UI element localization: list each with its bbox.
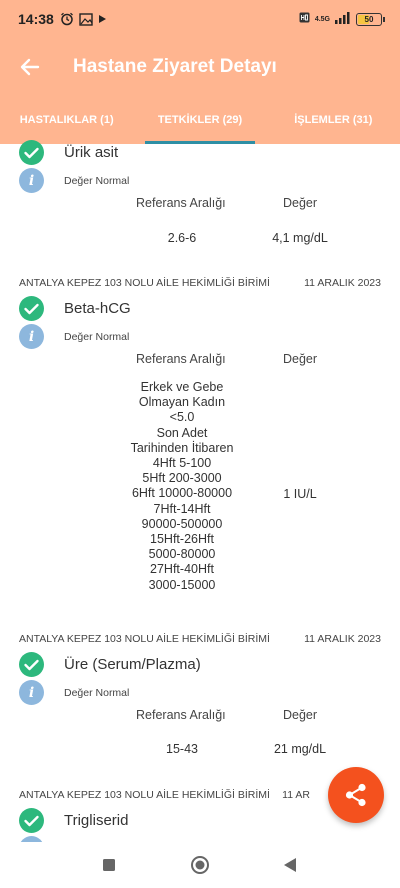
status-bar: [0, 0, 400, 38]
status-right: [299, 12, 382, 27]
status-time: 14:38: [18, 11, 54, 27]
visit-date: 11 AR: [282, 789, 310, 801]
home-button[interactable]: [187, 852, 213, 878]
check-circle-icon: [19, 808, 44, 833]
range-line: 4Hft 5-100: [152, 456, 212, 471]
range-line: 5Hft 200-3000: [142, 471, 222, 486]
system-nav-bar: [0, 842, 400, 888]
range-line: Olmayan Kadın: [138, 395, 226, 410]
triangle-back-icon: [283, 857, 297, 873]
test-name: Ürik asit: [64, 144, 119, 161]
range-header: Referans Aralığı: [136, 196, 226, 210]
test-header: [19, 652, 201, 677]
range-header: Referans Aralığı: [136, 708, 226, 722]
battery-level: 50: [364, 14, 374, 24]
test-status: Değer Normal: [64, 686, 130, 699]
tab-bar: [0, 100, 400, 144]
page-title: Hastane Ziyaret Detayı: [73, 56, 277, 77]
alarm-icon: [60, 12, 74, 26]
tab-islemler[interactable]: İŞLEMLER (31): [294, 114, 373, 126]
range-line: <5.0: [169, 410, 195, 425]
gallery-icon: [79, 13, 93, 26]
range-line: Son Adet: [156, 425, 208, 440]
range-line: 6Hft 10000-80000: [131, 486, 233, 501]
institution-name: ANTALYA KEPEZ 103 NOLU AİLE HEKİMLİĞİ BİRİMİ: [19, 633, 270, 645]
play-icon: [98, 14, 107, 24]
arrow-left-icon: [20, 58, 40, 76]
range-line: 15Hft-26Hft: [150, 532, 214, 547]
test-status-row: [19, 324, 129, 349]
test-name: Trigliserid: [64, 812, 129, 829]
title-bar: [0, 38, 400, 96]
institution-row: [19, 789, 310, 801]
institution-name: ANTALYA KEPEZ 103 NOLU AİLE HEKİMLİĞİ BİRİMİ: [19, 789, 270, 801]
institution-row: [19, 633, 381, 645]
institution-name: ANTALYA KEPEZ 103 NOLU AİLE HEKİMLİĞİ BİRİMİ: [19, 277, 270, 289]
result-value: 21 mg/dL: [273, 742, 327, 756]
tab-hastaliklar[interactable]: HASTALIKLAR (1): [19, 114, 114, 126]
back-button[interactable]: [0, 38, 60, 96]
test-list[interactable]: [0, 144, 400, 842]
range-line: 3000-15000: [148, 577, 216, 592]
check-circle-icon: [19, 140, 44, 165]
range-line: Erkek ve Gebe: [140, 380, 224, 394]
result-value: 4,1 mg/dL: [272, 231, 328, 245]
value-header: Değer: [283, 352, 318, 366]
tab-tetkikler[interactable]: TETKİKLER (29): [133, 100, 266, 144]
back-nav-button[interactable]: [277, 852, 303, 878]
signal-icon: [335, 12, 351, 27]
value-header: Değer: [283, 708, 318, 722]
result-value: 1 IU/L: [283, 487, 317, 501]
value-header: Değer: [283, 196, 318, 210]
institution-row: [19, 277, 381, 289]
test-header: [19, 808, 128, 833]
info-icon[interactable]: i: [19, 168, 44, 193]
test-status-row: [19, 680, 129, 705]
visit-date: 11 ARALIK 2023: [304, 633, 381, 645]
range-line: 5000-80000: [148, 547, 216, 562]
network-label: 4.5G: [314, 15, 330, 23]
range-value: 2.6-6: [167, 231, 197, 245]
range-value: 15-43: [166, 742, 198, 756]
app-header: [0, 0, 400, 144]
test-status-row: [19, 168, 129, 193]
range-line: Tarihinden İtibaren: [130, 440, 234, 455]
battery-icon: [356, 13, 382, 26]
recents-button[interactable]: [96, 852, 122, 878]
test-header: [19, 296, 131, 321]
share-icon: [343, 782, 369, 808]
range-line: 90000-500000: [141, 516, 223, 531]
test-status: Değer Normal: [64, 174, 130, 187]
info-icon[interactable]: i: [19, 324, 44, 349]
check-circle-icon: [19, 296, 44, 321]
check-circle-icon: [19, 652, 44, 677]
test-header: [19, 140, 118, 165]
square-icon: [102, 858, 116, 872]
visit-date: 11 ARALIK 2023: [304, 277, 381, 289]
hd-icon: [299, 12, 310, 26]
share-button[interactable]: [328, 767, 384, 823]
test-name: Üre (Serum/Plazma): [64, 656, 201, 673]
test-name: Beta-hCG: [64, 300, 131, 317]
circle-icon: [190, 855, 210, 875]
range-line: 7Hft-14Hft: [153, 501, 211, 516]
range-line: 27Hft-40Hft: [150, 562, 214, 577]
range-value: [122, 380, 242, 593]
info-icon[interactable]: i: [19, 680, 44, 705]
test-status: Değer Normal: [64, 330, 130, 343]
range-header: Referans Aralığı: [136, 352, 226, 366]
